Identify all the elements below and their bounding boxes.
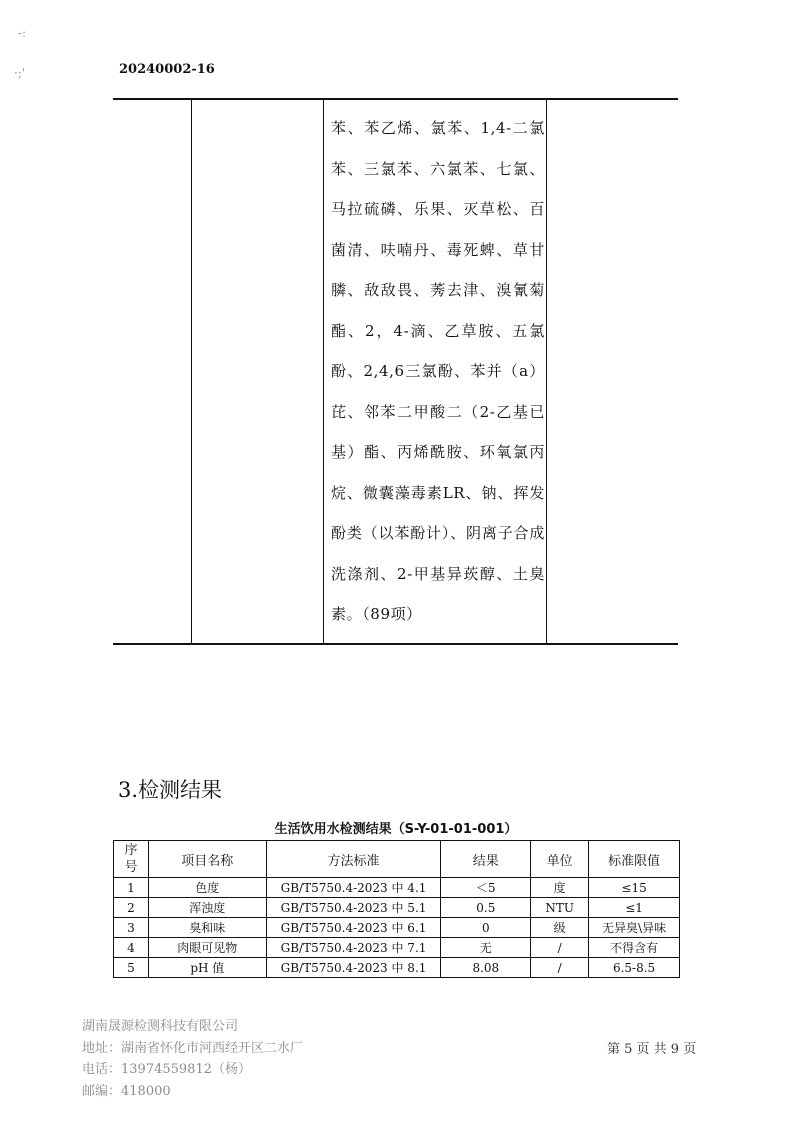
header-cell: 方法标准 — [266, 841, 441, 878]
table-row — [114, 898, 680, 918]
cell-result: 8.08 — [441, 958, 531, 978]
cell-unit: / — [531, 958, 589, 978]
cell-item: 浑浊度 — [148, 898, 266, 918]
cell-limit: 不得含有 — [589, 938, 680, 958]
cell-unit: NTU — [531, 898, 589, 918]
cell-method: GB/T5750.4-2023 中 5.1 — [266, 898, 441, 918]
cell-method: GB/T5750.4-2023 中 8.1 — [266, 958, 441, 978]
cell-limit: 6.5-8.5 — [589, 958, 680, 978]
cell-index: 3 — [114, 918, 149, 938]
cell-method: GB/T5750.4-2023 中 4.1 — [266, 878, 441, 898]
header-cell: 序号 — [114, 841, 149, 878]
table-row — [114, 958, 680, 978]
cell-limit: 无异臭\异味 — [589, 918, 680, 938]
cell-result: 0.5 — [441, 898, 531, 918]
results-table-title: 生活饮用水检测结果（S-Y-01-01-001） — [274, 822, 518, 837]
table-row — [114, 918, 680, 938]
header-cell: 结果 — [441, 841, 531, 878]
cell-method: GB/T5750.4-2023 中 6.1 — [266, 918, 441, 938]
test-items-list: 苯、苯乙烯、氯苯、1,4-二氯苯、三氯苯、六氯苯、七氯、马拉硫磷、乐果、灭草松、百菌清、呋喃丹、毒死蜱、草甘膦、敌敌畏、莠去津、溴氰菊酯、2，4-滴、乙草胺、五氯酚、2,4,6三氯酚、苯并（a）芘、邻苯二甲酸二（2-乙基已基）酯、丙烯酰胺、环氧氯丙烷、微囊藻毒素LR、钠、挥发酚类（以苯酚计）、阴离子合成洗涤剂、2-甲基异莰醇、土臭素。（89项） — [331, 119, 545, 623]
cell-item: 色度 — [148, 878, 266, 898]
header-cell: 标准限值 — [589, 841, 680, 878]
results-table — [113, 840, 680, 978]
cell-index: 5 — [114, 958, 149, 978]
footer-phone: 电话：13974559812（杨） — [82, 1062, 251, 1077]
scan-mark-mid: ·;' — [14, 66, 26, 80]
column-divider — [546, 100, 547, 643]
footer-contact — [82, 1016, 303, 1102]
cell-unit: / — [531, 938, 589, 958]
cell-result: ＜5 — [441, 878, 531, 898]
footer-postcode: 邮编：418000 — [82, 1083, 171, 1099]
cell-index: 4 — [114, 938, 149, 958]
cell-method: GB/T5750.4-2023 中 7.1 — [266, 938, 441, 958]
section-title: 3.检测结果 — [118, 778, 223, 802]
header-cell: 项目名称 — [148, 841, 266, 878]
results-table-header — [114, 841, 680, 878]
cell-limit: ≤1 — [589, 898, 680, 918]
page-number: 第 5 页 共 9 页 — [607, 1042, 697, 1057]
header-cell: 单位 — [531, 841, 589, 878]
cell-index: 1 — [114, 878, 149, 898]
column-divider — [323, 100, 324, 643]
cell-limit: ≤15 — [589, 878, 680, 898]
cell-unit: 度 — [531, 878, 589, 898]
cell-item: 臭和味 — [148, 918, 266, 938]
scan-mark-top: -: — [18, 26, 27, 40]
column-divider — [191, 100, 192, 643]
table-row — [114, 878, 680, 898]
footer-address: 地址：湖南省怀化市河西经开区二水厂 — [82, 1040, 304, 1056]
cell-result: 无 — [441, 938, 531, 958]
cell-item: 肉眼可见物 — [148, 938, 266, 958]
continuation-table — [113, 98, 678, 645]
table-row — [114, 938, 680, 958]
cell-index: 2 — [114, 898, 149, 918]
cell-unit: 级 — [531, 918, 589, 938]
document-id: 20240002-16 — [119, 62, 215, 77]
cell-result: 0 — [441, 918, 531, 938]
cell-item: pH 值 — [148, 958, 266, 978]
footer-company: 湖南晟源检测科技有限公司 — [82, 1019, 239, 1034]
